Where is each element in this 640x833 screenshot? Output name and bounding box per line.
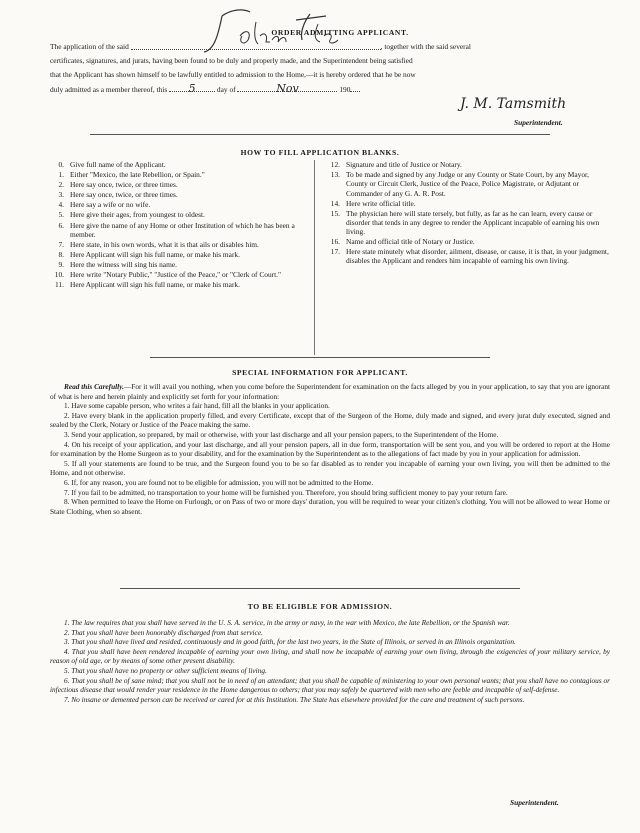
divider-2	[150, 357, 490, 358]
instruction-item	[326, 160, 610, 169]
instruction-item	[326, 247, 610, 265]
instruction-text: Here Applicant will sign his full name, or make his mark.	[70, 249, 240, 259]
instruction-number: 15.	[330, 208, 340, 218]
eligible-item: 7. No insane or demented person can be received or cared for at this Institution. The State has elsewhere provided for the care and treatment of such persons.	[64, 694, 525, 704]
order-line-3: that the Applicant has shown himself to be lawfully entitled to admission to the Home,—it is hereby ordered that he be now	[50, 70, 416, 79]
instruction-text: Here say once, twice, or three times.	[70, 190, 178, 200]
how-to-columns	[50, 160, 610, 360]
day-field: 5	[169, 82, 215, 92]
instruction-text: Here say a wife or no wife.	[70, 200, 151, 210]
eligible-item: 4. That you shall have been rendered incapable of earning your own living, and shall now be incapable of earning your own living, through the exigencies of your military service, by reason of old age, or by means of some other present disability.	[50, 646, 610, 666]
order-line-1-pre: The application of the said	[50, 42, 129, 51]
order-title: ORDER ADMITTING APPLICANT.	[271, 28, 409, 37]
instruction-number: 8.	[58, 249, 64, 259]
instruction-text: Name and official title of Notary or Justice.	[346, 237, 475, 247]
instruction-number: 1.	[58, 170, 64, 180]
instruction-number: 16.	[330, 237, 340, 247]
instruction-text: Either "Mexico, the late Rebellion, or Spain."	[70, 170, 205, 180]
instruction-text: Here write "Notary Public," "Justice of the Peace," or "Clerk of Court."	[70, 270, 282, 280]
special-section	[50, 382, 610, 516]
instruction-item	[50, 210, 312, 219]
special-title: SPECIAL INFORMATION FOR APPLICANT.	[232, 368, 408, 377]
special-intro-text: —For it will avail you nothing, when you come before the Superintendent for examination on the facts alleged by you in your application, to say that you are ignorant of what is here and herein plainly and explicitly set forth for your information:	[50, 382, 610, 401]
instruction-text: To be made and signed by any Judge or any County or State Court, by any Mayor, County or Circuit Clerk, Justice of the Peace, Police Magistrate, or Adjutant or Commander of any G. A. R. Post.	[346, 170, 590, 198]
instruction-number: 12.	[330, 160, 340, 169]
order-line-4	[50, 82, 610, 97]
special-intro	[50, 382, 610, 401]
year-field	[350, 82, 360, 92]
instruction-number: 13.	[330, 170, 340, 180]
order-line-2: certificates, signatures, and jurats, having been found to be duly and properly made, and the Superintendent being satisfied	[50, 56, 413, 65]
superintendent-signature: J. M. Tamsmith	[460, 96, 567, 112]
divider-1	[90, 134, 550, 135]
how-to-right-column	[326, 160, 610, 267]
instruction-text: Signature and title of Justice or Notary.	[346, 160, 462, 169]
order-superintendent-label: Superintendent.	[514, 118, 563, 127]
eligible-item: 5. That you shall have no property or other sufficient means of living.	[64, 665, 267, 675]
instruction-number: 0.	[58, 160, 64, 169]
eligible-superintendent-label: Superintendent.	[510, 798, 559, 807]
special-intro-lead: Read this Carefully.	[64, 382, 124, 391]
instruction-text: Here give the name of any Home or other Institution of which he has been a member.	[70, 220, 295, 239]
instruction-item	[326, 170, 610, 198]
instruction-text: Here write official title.	[346, 198, 416, 208]
special-item: 7. If you fail to be admitted, no transportation to your home will be furnished you. Therefore, you should bring sufficient money to pay your return fare.	[64, 487, 508, 497]
instruction-number: 2.	[58, 180, 64, 190]
instruction-number: 4.	[58, 200, 64, 210]
instruction-item	[50, 180, 312, 189]
instruction-item	[50, 250, 312, 259]
special-item: 5. If all your statements are found to be true, and the Surgeon found you to be so far disabled as to render you incapable of earning your own living, you will then be admitted to the Home, and not otherwise.	[50, 458, 610, 478]
instruction-number: 14.	[330, 198, 340, 208]
eligible-title: TO BE ELIGIBLE FOR ADMISSION.	[247, 602, 393, 611]
instruction-item	[50, 200, 312, 209]
instruction-text: Here state, in his own words, what it is that ails or disables him.	[70, 239, 259, 249]
instruction-text: Here Applicant will sign his full name, or make his mark.	[70, 280, 240, 290]
eligible-item: 6. That you shall be of sane mind; that you shall not be in need of an attendant; that you shall be capable of ministering to your own personal wants; that you shall have no contagious or infectious disease that would render your residence in the Home dangerous to others; that you may safely be quartered with men who are feeble and incapable of self-defense.	[50, 675, 610, 695]
instruction-number: 10.	[54, 270, 64, 280]
special-item: 4. On his receipt of your application, and your last discharge, and all your pension papers, all in due form, transportation will be sent you, and you will be ordered to report at the Home for examination by the Home Surgeon as to your disability, and for the examination by the Superintendent as to the allegations of fact made by you in your application for admission.	[50, 439, 610, 459]
instruction-item	[50, 221, 312, 239]
instruction-number: 9.	[58, 260, 64, 270]
applicant-name-field	[131, 40, 381, 50]
special-item: 8. When permitted to leave the Home on Furlough, or on Pass of two or more days' duration, you will be required to wear your citizen's clothing. You will not be allowed to wear Home or State Clothing, when so absent.	[50, 497, 610, 516]
order-line-1	[50, 40, 610, 54]
instruction-number: 11.	[55, 280, 64, 290]
special-item: 2. Have every blank in the application properly filled, and every Certificate, except that of the Surgeon of the Home, duly made and signed, and every jurat duly executed, signed and sealed by the Clerk, Notary or Justice of the Peace making the same.	[50, 410, 610, 430]
instruction-item	[326, 209, 610, 237]
instruction-text: Here give their ages, from youngest to oldest.	[70, 210, 205, 220]
eligible-section	[50, 618, 610, 704]
instruction-number: 5.	[58, 210, 64, 220]
instruction-item	[50, 240, 312, 249]
instruction-item	[50, 190, 312, 199]
eligible-item: 3. That you shall have lived and resided, continuously and in good faith, for the last two years, in the State of Illinois, or served in an Illinois organization.	[64, 637, 516, 647]
how-to-title: HOW TO FILL APPLICATION BLANKS.	[240, 148, 400, 157]
instruction-item	[50, 270, 312, 279]
instruction-item	[50, 170, 312, 179]
order-line-1-post: , together with the said several	[380, 42, 471, 51]
column-divider	[314, 160, 315, 355]
special-item: 3. Send your application, so prepared, by mail or otherwise, with your last discharge and all your pension papers, to the Superintendent of the Home.	[64, 429, 499, 439]
divider-3	[120, 588, 520, 589]
instruction-number: 7.	[58, 239, 64, 249]
instruction-number: 17.	[330, 247, 340, 257]
order-paragraph	[50, 40, 610, 97]
instruction-number: 6.	[58, 220, 64, 230]
month-field: Nov	[237, 82, 337, 92]
special-item: 1. Have some capable person, who writes a fair hand, fill all the blanks in your application.	[64, 401, 330, 411]
eligible-item: 1. The law requires that you shall have served in the U. S. A. service, in the army or navy, in the war with Mexico, the late Rebellion, or the Spanish war.	[64, 618, 510, 627]
instruction-text: Give full name of the Applicant.	[70, 160, 166, 169]
instruction-item	[326, 237, 610, 246]
order-line-4-pre: duly admitted as a member thereof, this	[50, 85, 168, 94]
instruction-item	[50, 160, 312, 169]
special-item: 6. If, for any reason, you are found not to be eligible for admission, you will not be admitted to the Home.	[64, 477, 374, 487]
instruction-item	[50, 280, 312, 289]
instruction-text: Here say once, twice, or three times.	[70, 180, 178, 190]
instruction-item	[326, 199, 610, 208]
year-prefix: 190	[339, 85, 351, 94]
order-line-4-mid: day of	[216, 85, 236, 94]
instruction-item	[50, 260, 312, 269]
instruction-number: 3.	[58, 190, 64, 200]
instruction-text: The physician here will state tersely, but fully, as far as he can learn, every cause or disorder that tends in any degree to render the Applicant incapable of earning his own living.	[346, 208, 600, 237]
how-to-left-column	[50, 160, 312, 290]
special-items	[50, 401, 610, 516]
eligible-item: 2. That you shall have been honorably discharged from that service.	[64, 627, 263, 637]
eligible-items	[50, 618, 610, 704]
instruction-text: Here the witness will sing his name.	[70, 260, 177, 270]
instruction-text: Here state minutely what disorder, ailment, disease, or cause, it is that, in your judgment, disables the Applicant and renders him incapable of earning his own living.	[346, 247, 609, 266]
